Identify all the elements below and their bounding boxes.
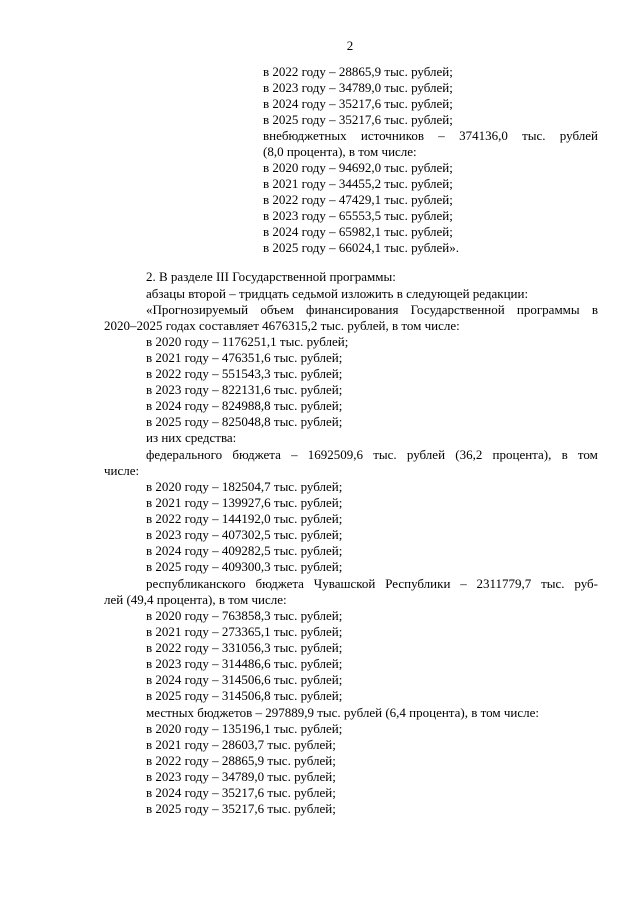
text-line: в 2025 году – 66024,1 тыс. рублей». [263,240,459,255]
text-line: в 2024 году – 35217,6 тыс. рублей; [263,96,453,111]
section-heading: 2. В разделе III Государственной программы: [146,269,396,284]
word: – [291,447,298,462]
text-line: в 2021 году – 273365,1 тыс. рублей; [146,624,343,639]
word: бюджета [232,447,281,462]
text-line: в 2020 году – 182504,7 тыс. рублей; [146,479,343,494]
word: – [438,128,445,143]
text-line: в 2021 году – 139927,6 тыс. рублей; [146,495,343,510]
text-line: в 2020 году – 1176251,1 тыс. рублей; [146,334,349,349]
text-line: в 2023 году – 314486,6 тыс. рублей; [146,656,343,671]
text-line: 2020–2025 годах составляет 4676315,2 тыс. рублей, в том числе: [104,318,460,333]
word: Республики [385,576,451,591]
text-line: в 2024 году – 824988,8 тыс. рублей; [146,398,343,413]
word: в [561,447,568,462]
word: тыс. [373,447,397,462]
text-line: в 2022 году – 331056,3 тыс. рублей; [146,640,343,655]
text-line: (8,0 процента), в том числе: [263,144,417,159]
text-line: абзацы второй – тридцать седьмой изложить в следующей редакции: [146,286,529,301]
text-line: в 2020 году – 135196,1 тыс. рублей; [146,721,343,736]
justified-line [146,447,598,462]
word: рублей [406,447,446,462]
word: в [591,302,598,317]
text-line: в 2022 году – 28865,9 тыс. рублей; [263,64,453,79]
text-line: в 2022 году – 47429,1 тыс. рублей; [263,192,453,207]
word: республиканского [146,576,246,591]
word: федерального [146,447,223,462]
word: тыс. [541,576,565,591]
text-line: в 2022 году – 28865,9 тыс. рублей; [146,753,336,768]
text-line: в 2024 году – 35217,6 тыс. рублей; [146,785,336,800]
text-line: в 2022 году – 551543,3 тыс. рублей; [146,366,343,381]
text-line: в 2021 году – 28603,7 тыс. рублей; [146,737,336,752]
word: (36,2 [455,447,483,462]
word: «Прогнозируемый [146,302,249,317]
text-line: в 2024 году – 409282,5 тыс. рублей; [146,543,343,558]
word: внебюджетных [263,128,347,143]
text-line: в 2023 году – 407302,5 тыс. рублей; [146,527,343,542]
word: том [577,447,598,462]
text-line: в 2022 году – 144192,0 тыс. рублей; [146,511,343,526]
text-line: в 2021 году – 476351,6 тыс. рублей; [146,350,343,365]
justified-line [146,302,598,317]
text-line: в 2021 году – 34455,2 тыс. рублей; [263,176,453,191]
word: Государственной [410,302,505,317]
text-line: в 2024 году – 65982,1 тыс. рублей; [263,224,453,239]
text-line: в 2023 году – 822131,6 тыс. рублей; [146,382,343,397]
text-line: в 2023 году – 34789,0 тыс. рублей; [263,80,453,95]
justified-line [263,128,598,143]
text-line: в 2025 году – 314506,8 тыс. рублей; [146,688,343,703]
page-number: 2 [346,38,354,53]
text-line: в 2024 году – 314506,6 тыс. рублей; [146,672,343,687]
word: Чувашской [313,576,376,591]
word: процента), [492,447,552,462]
word: тыс. [522,128,546,143]
text-line: лей (49,4 процента), в том числе: [104,592,287,607]
text-line: в 2025 году – 825048,8 тыс. рублей; [146,414,343,429]
text-line: в 2025 году – 409300,3 тыс. рублей; [146,559,343,574]
word: финансирования [306,302,399,317]
text-line: в 2020 году – 94692,0 тыс. рублей; [263,160,453,175]
text-line: числе: [104,463,140,478]
word: 1692509,6 [307,447,364,462]
word: источников [360,128,425,143]
text-line: в 2025 году – 35217,6 тыс. рублей; [146,801,336,816]
word: объем [260,302,294,317]
text-line: в 2020 году – 763858,3 тыс. рублей; [146,608,343,623]
justified-line [146,576,598,591]
word: 374136,0 [459,128,508,143]
word: – [460,576,467,591]
text-line: в 2025 году – 35217,6 тыс. рублей; [263,112,453,127]
text-line: из них средства: [146,430,237,445]
word: 2311779,7 [476,576,532,591]
word: рублей [559,128,598,143]
text-line: местных бюджетов – 297889,9 тыс. рублей (6,4 процента), в том числе: [146,705,539,720]
word: бюджета [255,576,304,591]
word: руб- [574,576,598,591]
text-line: в 2023 году – 65553,5 тыс. рублей; [263,208,453,223]
text-line: в 2023 году – 34789,0 тыс. рублей; [146,769,336,784]
word: программы [516,302,580,317]
